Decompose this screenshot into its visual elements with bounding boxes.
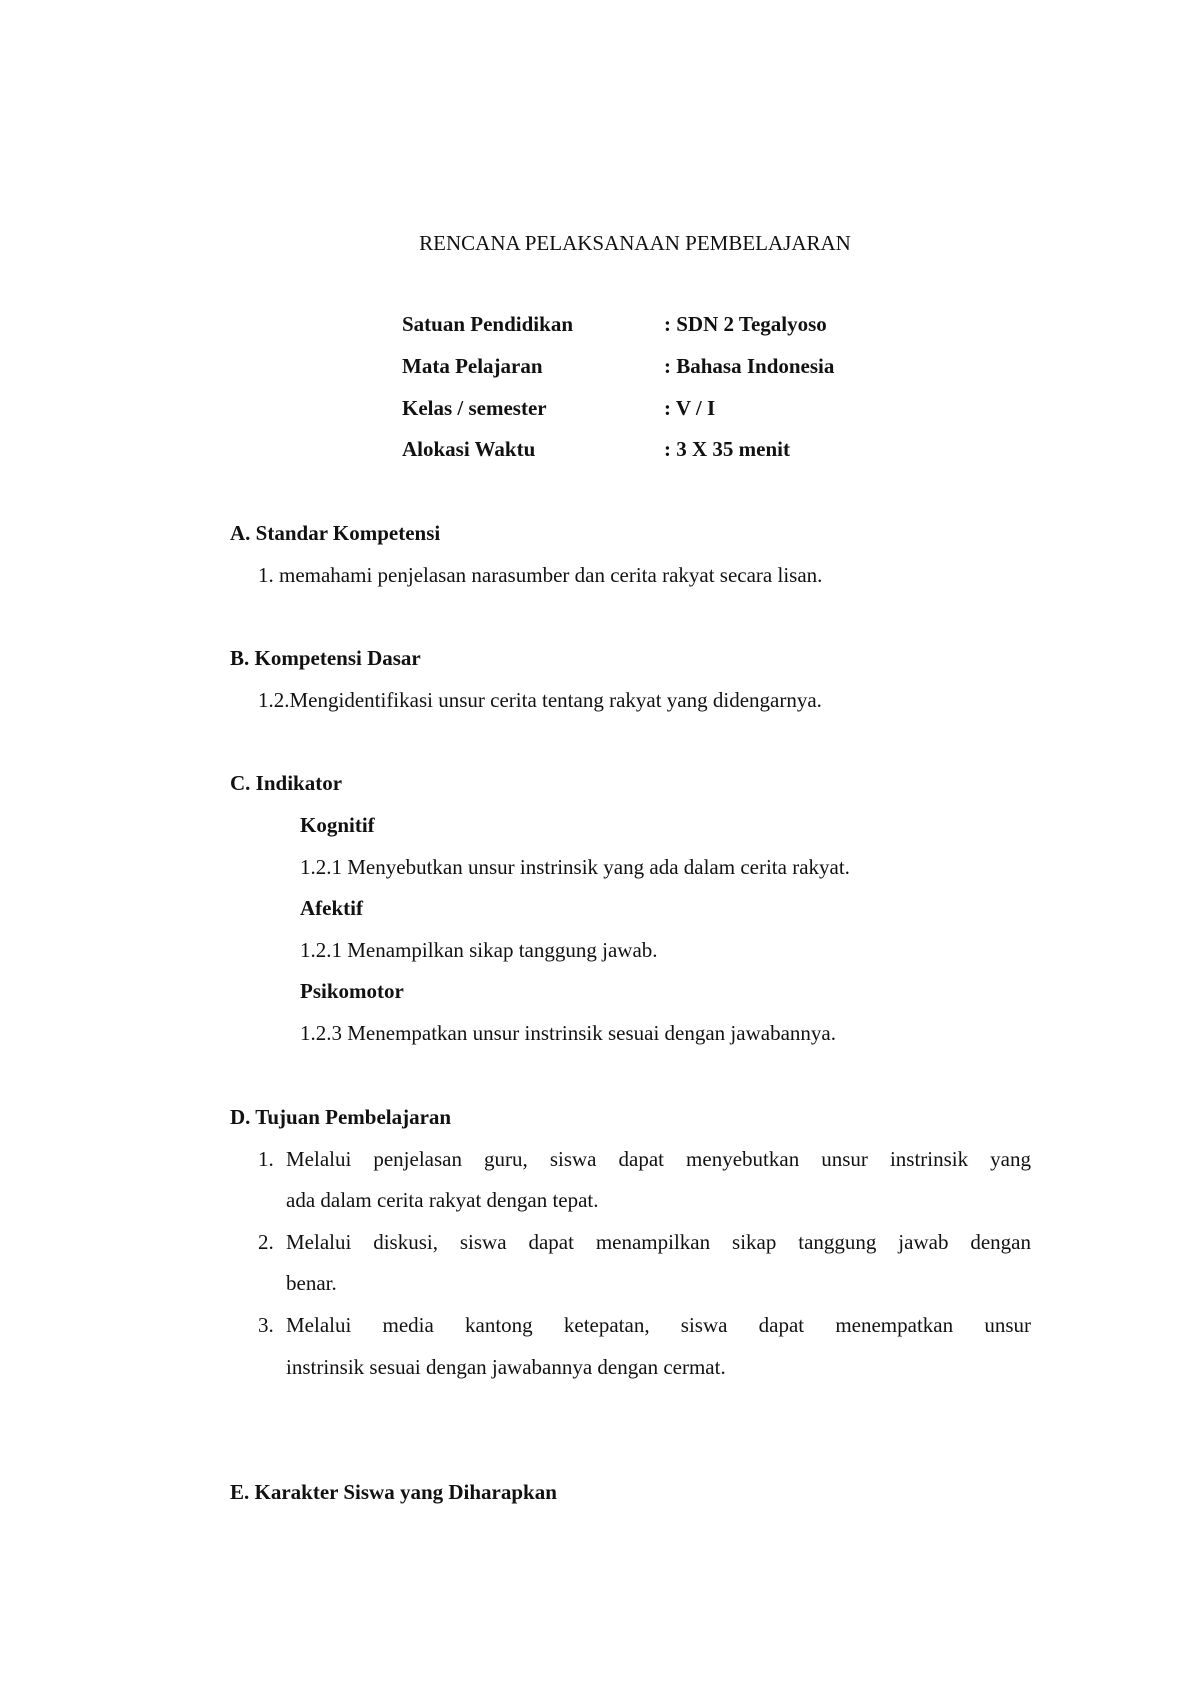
indicator-item-afektif: 1.2.1 Menampilkan sikap tanggung jawab.: [300, 938, 658, 962]
objective-1-line-1: Melalui penjelasan guru, siswa dapat menyebutkan unsur instrinsik yang: [286, 1147, 1031, 1171]
indicator-item-psikomotor: 1.2.3 Menempatkan unsur instrinsik sesuai dengan jawabannya.: [300, 1021, 836, 1045]
section-a-heading: A. Standar Kompetensi: [230, 521, 441, 545]
section-e-heading: E. Karakter Siswa yang Diharapkan: [230, 1480, 557, 1504]
section-b-item: 1.2.Mengidentifikasi unsur cerita tentang rakyat yang didengarnya.: [258, 688, 822, 712]
identity-label-mapel: Mata Pelajaran: [402, 354, 543, 378]
identity-label-satuan: Satuan Pendidikan: [402, 312, 573, 336]
identity-label-kelas: Kelas / semester: [402, 396, 547, 420]
indicator-group-afektif: Afektif: [300, 896, 363, 920]
objective-3-line-2: instrinsik sesuai dengan jawabannya dengan cermat.: [286, 1355, 726, 1379]
objective-number-3: 3.: [258, 1313, 274, 1337]
objective-number-1: 1.: [258, 1147, 274, 1171]
identity-value-satuan: : SDN 2 Tegalyoso: [664, 312, 827, 336]
identity-value-alokasi: : 3 X 35 menit: [664, 437, 790, 461]
indicator-item-kognitif: 1.2.1 Menyebutkan unsur instrinsik yang ada dalam cerita rakyat.: [300, 855, 850, 879]
identity-label-alokasi: Alokasi Waktu: [402, 437, 536, 461]
objective-number-2: 2.: [258, 1230, 274, 1254]
identity-value-kelas: : V / I: [664, 396, 716, 420]
identity-value-mapel: : Bahasa Indonesia: [664, 354, 835, 378]
objective-2-line-1: Melalui diskusi, siswa dapat menampilkan sikap tanggung jawab dengan: [286, 1230, 1031, 1254]
section-b-heading: B. Kompetensi Dasar: [230, 646, 421, 670]
objective-1-line-2: ada dalam cerita rakyat dengan tepat.: [286, 1188, 599, 1212]
objective-3-line-1: Melalui media kantong ketepatan, siswa dapat menempatkan unsur: [286, 1313, 1031, 1337]
section-c-heading: C. Indikator: [230, 771, 343, 795]
section-a-item: 1. memahami penjelasan narasumber dan cerita rakyat secara lisan.: [258, 563, 823, 587]
objective-2-line-2: benar.: [286, 1271, 337, 1295]
page-title: RENCANA PELAKSANAAN PEMBELAJARAN: [419, 231, 851, 255]
section-d-heading: D. Tujuan Pembelajaran: [230, 1105, 452, 1129]
indicator-group-kognitif: Kognitif: [300, 813, 375, 837]
indicator-group-psikomotor: Psikomotor: [300, 979, 404, 1003]
